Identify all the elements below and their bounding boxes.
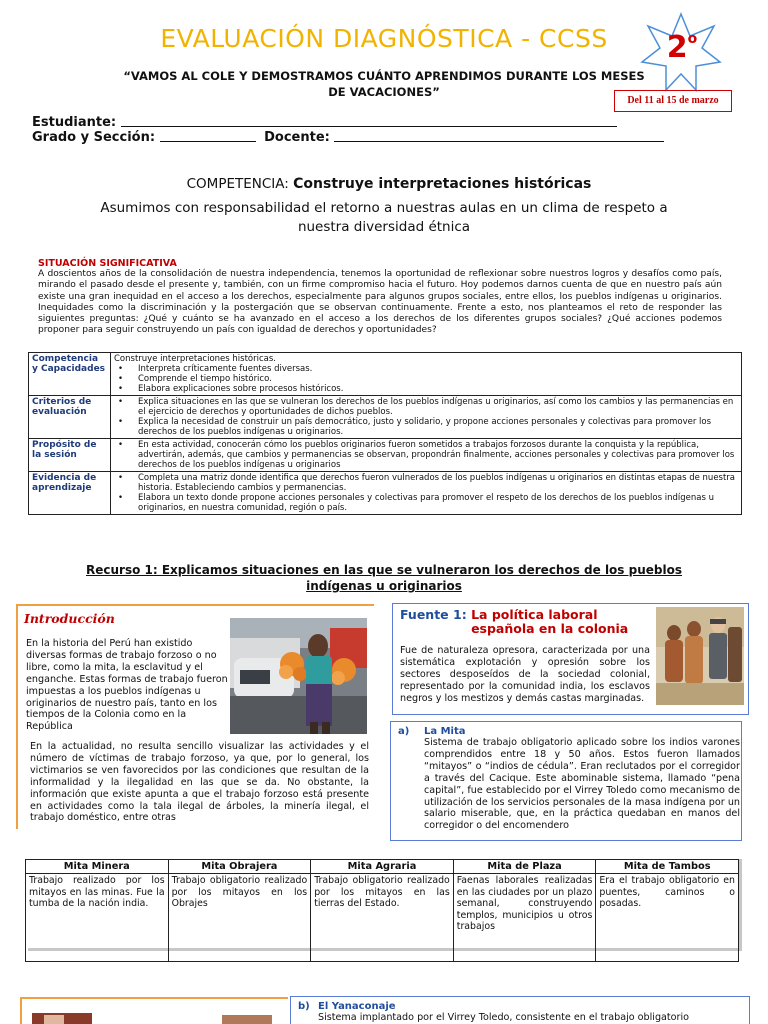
bottom-image-frame [20,997,288,1024]
source-1-title [400,608,641,636]
row-content [111,353,742,396]
table-header-row [26,860,739,874]
table-row [26,874,739,962]
document-title: EVALUACIÓN DIAGNÓSTICA - CCSS [160,24,608,53]
teacher-label: Docente: [264,130,330,145]
mita-types-table [25,859,739,962]
row-content [111,396,742,439]
list-item: • Comprende el tiempo histórico. [114,374,738,384]
column-header: Mita de Tambos [596,860,739,874]
resource-title-line1: Recurso 1: Explicamos situaciones en las que se vulneraron los derechos de los pueblos [86,563,682,577]
table-row [29,353,742,396]
column-header: Mita Agraria [311,860,454,874]
situation-body: A doscientos años de la consolidación de nuestra independencia, tenemos la oportunidad de reflexionar sobre nuestros logros y desafíos como país, mirando el pasado desde el presente y, también, con un firme compromiso hacia el futuro. Hoy podemos darnos cuenta de que en nuestro país aún existe una gran inequidad en el acceso a los derechos, especialmente para algunos grupos sociales, entre ellos, los pueblos indígenas u originarios. Inequidades como la discriminación y la postergación que se observan continuamente. Frente a esto, nos planteamos el reto de responder las siguientes preguntas: ¿Qué y cuánto se ha avanzado en el acceso a los derechos de los diferentes grupos sociales? ¿Qué acciones podemos proponer para seguir construyendo un país con igualdad de derechos y oportunidades? [38,269,722,336]
table-shadow [739,859,742,950]
colonial-scene-illustration [656,607,744,705]
column-header: Mita Obrajera [168,860,311,874]
mita-title: La Mita [424,726,466,737]
student-label: Estudiante: [32,115,117,130]
table-row [29,439,742,472]
grade-superscript: o [687,31,698,47]
row-content [111,472,742,515]
row-header: Criterios de evaluación [29,396,111,439]
grade-number: 2 [666,30,688,65]
grade-section-blank[interactable] [160,130,256,142]
date-box: Del 11 al 15 de marzo [614,90,732,112]
row-content [111,439,742,472]
competency-heading [0,176,768,192]
info-table [28,352,742,515]
grade-teacher-field [32,130,664,146]
list-item: • Elabora un texto donde propone acciones personales y colectivas para promover el respeto de los derechos de los pueblos indígenas u originarios, en nuestra comunidad, región o país. [114,493,738,513]
resource-title [0,562,768,594]
competency-label: COMPETENCIA: [186,176,289,192]
competency-name: Construye interpretaciones históricas [293,176,592,192]
table-cell: Faenas laborales realizadas en las ciudades por un plazo semanal, construyendo templos, municipios u otros trabajos [453,874,596,962]
student-blank[interactable] [121,115,617,127]
source-1-label: Fuente 1: [400,607,467,622]
teacher-blank[interactable] [334,130,664,142]
list-item: • Completa una matriz donde identifica que derechos fueron vulnerados de los pueblos indígenas u originarios en distintas etapas de nuestra historia. Estableciendo cambios y permanencias. [114,473,738,493]
list-item: • En esta actividad, conocerán cómo los pueblos originarios fueron sometidos a trabajos forzosos durante la conquista y la república, advertirán, además, que cambios y permanencias se observan, propondrán finalmente, acciones personales y colectivas para promover los derechos de los pueblos indígenas u originarios [114,440,738,470]
intro-paragraph-2: En la actualidad, no resulta sencillo visualizar las actividades y el número de víctimas de trabajo forzoso, ya que, por lo general, los victimarios se ven favorecidos por las condiciones que resultan de la informalidad y la ilegalidad en las que se da. No obstante, la información que existe apunta a que el trabajo forzoso está presente en actividades como la tala ilegal de árboles, la minería ilegal, el trabajo doméstico, entre otras [30,741,369,824]
intro-title: Introducción [24,611,115,626]
table-cell: Era el trabajo obligatorio en puentes, caminos o posadas. [596,874,739,962]
table-cell: Trabajo obligatorio realizado por los mitayos en las tierras del Estado. [311,874,454,962]
grade-badge [655,30,709,65]
yanaconaje-body: Sistema implantado por el Virrey Toledo, consistente en el trabajo obligatorio [318,1012,690,1023]
yanaconaje-title: El Yanaconaje [318,1001,396,1012]
motto: Asumimos con responsabilidad el retorno a nuestras aulas en un clima de respeto a nuestra diversidad étnica [100,200,668,235]
list-item: • Explica situaciones en las que se vulneran los derechos de los pueblos indígenas u originarios, así como los cambios y las permanencias en el ejercicio de derechos y oportunidades de dichos pueblos. [114,397,738,417]
student-field [32,115,617,131]
table-row [29,472,742,515]
table-row [29,396,742,439]
column-header: Mita de Plaza [453,860,596,874]
row-intro: Construye interpretaciones históricas. [114,354,276,364]
list-item: • Elabora explicaciones sobre procesos históricos. [114,384,738,394]
row-header: Evidencia de aprendizaje [29,472,111,515]
resource-title-line2: indígenas u originarios [306,579,462,593]
source-1-heading: La política laboral española en la colonia [471,607,629,636]
list-item: • Interpreta críticamente fuentes diversas. [114,364,738,374]
table-cell: Trabajo realizado por los mitayos en las minas. Fue la tumba de la nación india. [26,874,169,962]
grade-section-label: Grado y Sección: [32,130,156,145]
mita-letter: a) [398,726,410,737]
list-item: • Explica la necesidad de construir un país democrático, justo y solidario, y propone acciones personales y colectivas para promover los derechos de los pueblos indígenas u originarios. [114,417,738,437]
situation-title: SITUACIÓN SIGNIFICATIVA [38,258,177,269]
mita-body: Sistema de trabajo obligatorio aplicado sobre los indios varones comprendidos entre 18 y 50 años. Estos fueron llamados “mitayos” o “indios de cédula”. Eran reclutados por el corregidor a través del Cacique. Este abominable sistema, llamado “pena capital”, fue establecido por el Virrey Toledo como mecanismo de utilización de los servicios personales de la masa indígena por un salario miserable, que, en la práctica quedaban en manos del corregidor o del encomendero [424,737,740,832]
intro-paragraph-1: En la historia del Perú han existido diversas formas de trabajo forzoso o no libre, como la mita, la esclavitud y el enganche. Estas formas de trabajo fueron impuestas a los pueblos indígenas u originarios de nuestro país, tanto en los tiempos de la Colonia como en la República [26,638,228,733]
row-header: Competencia y Capacidades [29,353,111,396]
table-cell: Trabajo obligatorio realizado por los mitayos en los Obrajes [168,874,311,962]
row-header: Propósito de la sesión [29,439,111,472]
street-vendor-photo [230,618,367,734]
column-header: Mita Minera [26,860,169,874]
source-1-body: Fue de naturaleza opresora, caracterizada por una sistemática explotación y opresión sobre los sectores desposeídos de la sociedad colonial, representado por la comunidad india, los esclavos negros y los mestizos y demás castas marginadas. [400,645,650,704]
slogan: “VAMOS AL COLE Y DEMOSTRAMOS CUÁNTO APRENDIMOS DURANTE LOS MESES DE VACACIONES” [123,69,645,99]
yanaconaje-letter: b) [298,1001,310,1012]
